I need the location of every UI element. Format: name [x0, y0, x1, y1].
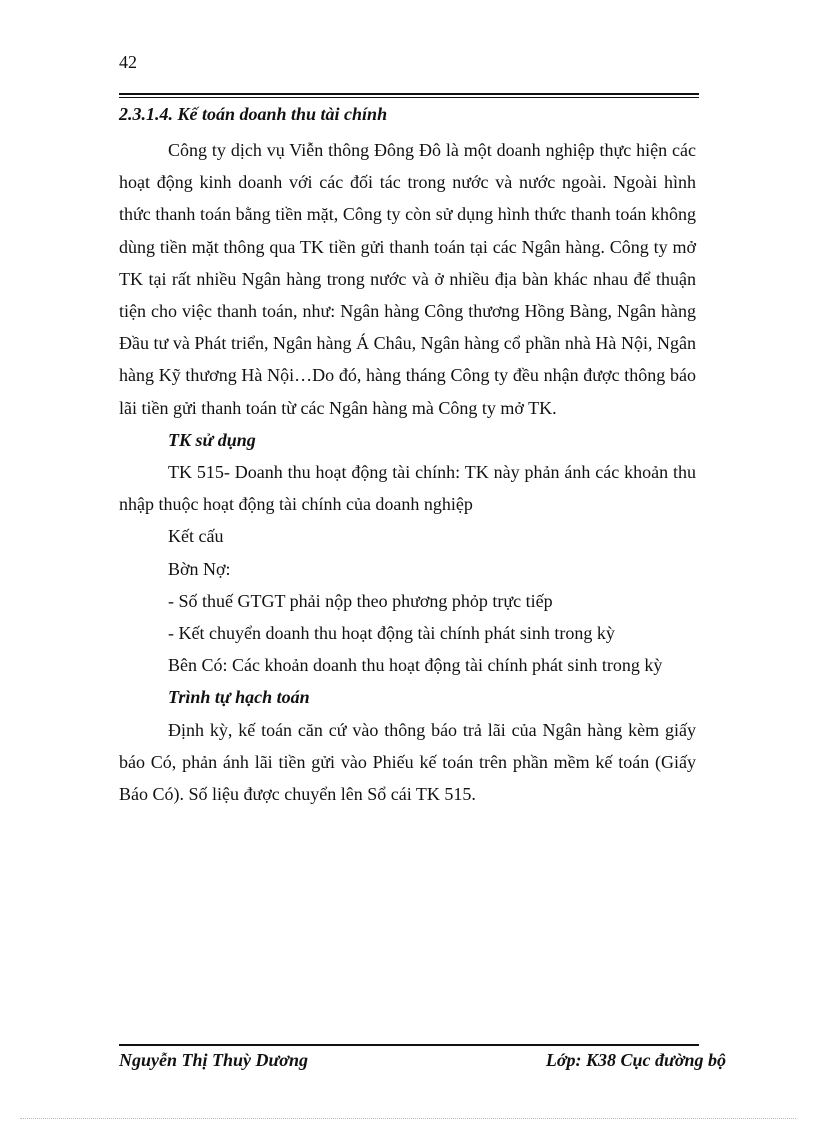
procedure-paragraph: Định kỳ, kế toán căn cứ vào thông báo trả lãi của Ngân hàng kèm giấy báo Có, phản ánh lãi tiền gửi vào Phiếu kế toán trên phần mềm kế toán (Giấy Báo Có). Số liệu được chuyển lên Sổ cái TK 515. [119, 719, 696, 805]
footer-author: Nguyễn Thị Thuỳ Dương [119, 1050, 308, 1070]
tk-paragraph: TK 515- Doanh thu hoạt động tài chính: TK này phản ánh các khoản thu nhập thuộc hoạt động tài chính của doanh nghiệp [119, 462, 696, 515]
procedure-heading: Trình tự hạch toán [168, 687, 310, 708]
structure-label: Kết cấu [168, 526, 224, 547]
header-rule [119, 93, 699, 95]
debit-label: Bờn Nợ: [168, 558, 231, 579]
header-rule-thin [119, 97, 699, 98]
tk-heading: TK sử dụng [168, 429, 256, 450]
credit-line: Bên Có: Các khoản doanh thu hoạt động tài chính phát sinh trong kỳ [168, 655, 663, 676]
page-number: 42 [119, 52, 137, 72]
debit-item: - Kết chuyển doanh thu hoạt động tài chính phát sinh trong kỳ [168, 623, 615, 644]
debit-item: - Số thuế GTGT phải nộp theo phương phỏp trực tiếp [168, 590, 553, 611]
page-body [119, 134, 696, 810]
intro-paragraph: Công ty dịch vụ Viễn thông Đông Đô là một doanh nghiệp thực hiện các hoạt động kinh doanh với các đối tác trong nước và nước ngoài. Ngoài hình thức thanh toán bằng tiền mặt, Công ty còn sử dụng hình thức thanh toán không dùng tiền mặt thông qua TK tiền gửi thanh toán tại các Ngân hàng. Công ty mở TK tại rất nhiều Ngân hàng trong nước và ở nhiều địa bàn khác nhau để thuận tiện cho việc thanh toán, như: Ngân hàng Công thương Hồng Bàng, Ngân hàng Đầu tư và Phát triển, Ngân hàng Á Châu, Ngân hàng cổ phần nhà Hà Nội, Ngân hàng Kỹ thương Hà Nội…Do đó, hàng tháng Công ty đều nhận được thông báo lãi tiền gửi thanh toán từ các Ngân hàng mà Công ty mở TK. [119, 140, 696, 418]
footer-rule [119, 1044, 699, 1046]
section-heading: 2.3.1.4. Kế toán doanh thu tài chính [119, 104, 388, 124]
page-edge-dots [20, 1118, 796, 1119]
footer-class: Lớp: K38 Cục đường bộ [545, 1050, 726, 1070]
